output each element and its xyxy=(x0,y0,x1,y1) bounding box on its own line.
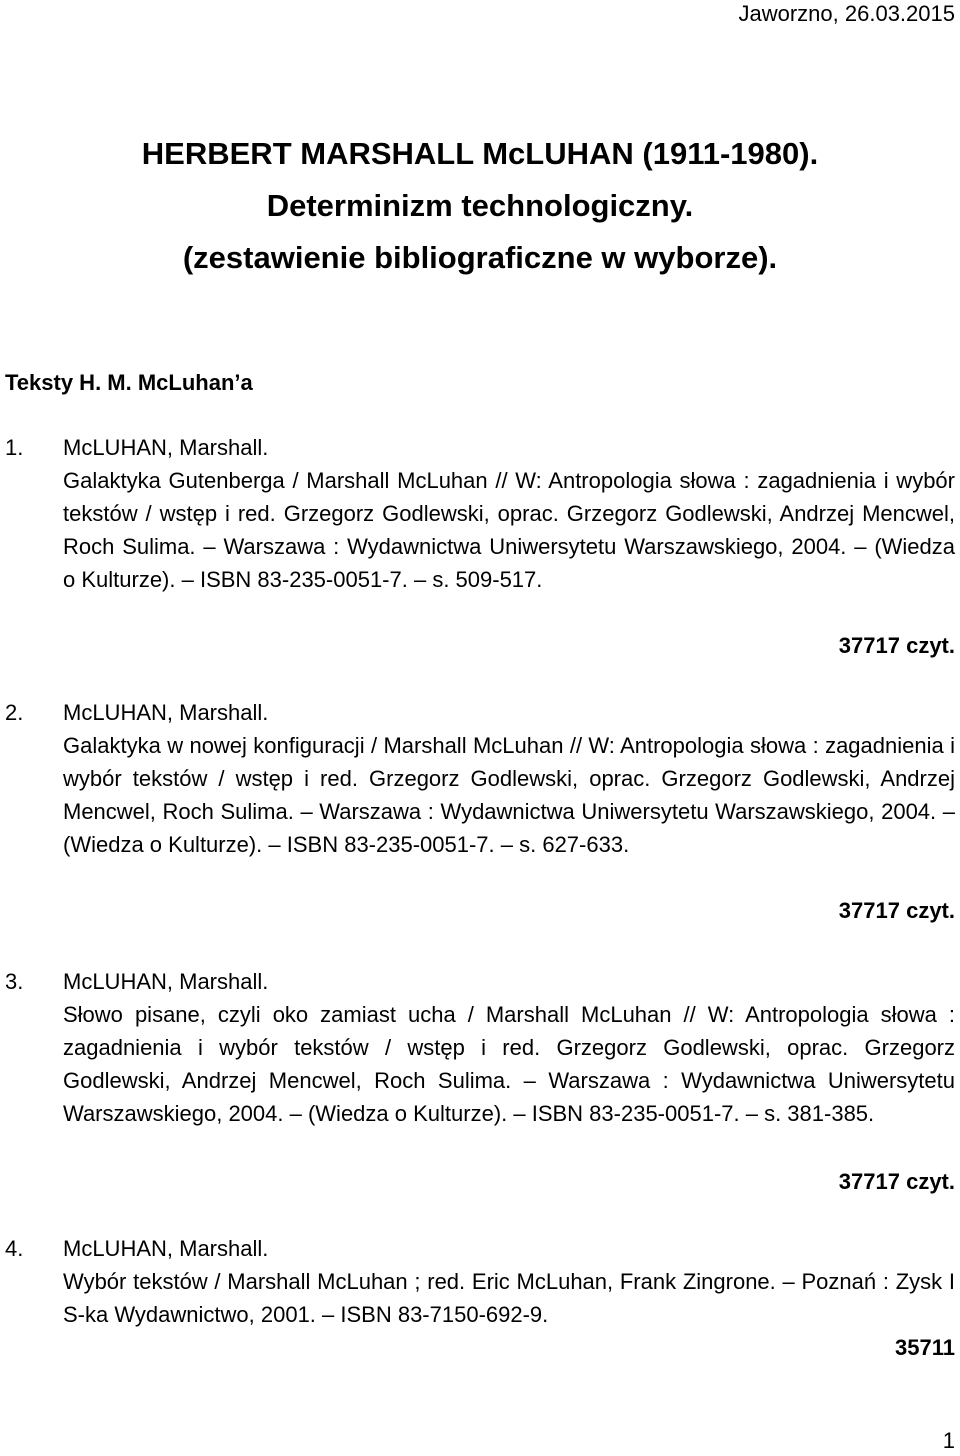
title-line-1: HERBERT MARSHALL McLUHAN (1911-1980). xyxy=(141,136,819,171)
title-line-3: (zestawienie bibliograficzne w wyborze). xyxy=(182,240,778,275)
entry-author: McLUHAN, Marshall. xyxy=(63,435,269,460)
entry-author: McLUHAN, Marshall. xyxy=(63,969,269,994)
entry-description: Galaktyka Gutenberga / Marshall McLuhan // W: Antropologia słowa : zagadnienia i wybór tekstów / wstęp i red. Grzegorz Godlewski, oprac. Grzegorz Godlewski, Andrzej Mencwel, Roch Sulima. – Warszawa : Wydawnictwa Uniwersytetu Warszawskiego, 2004. – (Wiedza o Kulturze). – ISBN 83-235-0051-7. – s. 509-517. xyxy=(63,468,955,592)
entry-number: 2. xyxy=(5,700,24,725)
call-number: 37717 czyt. xyxy=(838,898,955,923)
title-line-2: Determinizm technologiczny. xyxy=(266,188,694,223)
document-title xyxy=(0,128,960,284)
entry-description: Galaktyka w nowej konfiguracji / Marshall McLuhan // W: Antropologia słowa : zagadnienia i wybór tekstów / wstęp i red. Grzegorz Godlewski, oprac. Grzegorz Godlewski, Andrzej Mencwel, Roch Sulima. – Warszawa : Wydawnictwa Uniwersytetu Warszawskiego, 2004. – (Wiedza o Kulturze). – ISBN 83-235-0051-7. – s. 627-633. xyxy=(63,733,955,857)
call-number: 35711 xyxy=(895,1335,955,1360)
entry-number: 4. xyxy=(5,1236,24,1261)
entry-body xyxy=(63,696,955,861)
entry-author: McLUHAN, Marshall. xyxy=(63,700,269,725)
entry-body xyxy=(63,1232,955,1331)
entry-number: 1. xyxy=(5,435,24,460)
entry-description: Słowo pisane, czyli oko zamiast ucha / Marshall McLuhan // W: Antropologia słowa : zagadnienia i wybór tekstów / wstęp i red. Grzegorz Godlewski, oprac. Grzegorz Godlewski, Andrzej Mencwel, Roch Sulima. – Warszawa : Wydawnictwa Uniwersytetu Warszawskiego, 2004. – (Wiedza o Kulturze). – ISBN 83-235-0051-7. – s. 381-385. xyxy=(63,1002,955,1126)
entry-author: McLUHAN, Marshall. xyxy=(63,1236,269,1261)
page-number: 1 xyxy=(942,1428,955,1453)
call-number: 37717 czyt. xyxy=(838,1169,955,1194)
entry-description: Wybór tekstów / Marshall McLuhan ; red. Eric McLuhan, Frank Zingrone. – Poznań : Zysk I S-ka Wydawnictwo, 2001. – ISBN 83-7150-692-9. xyxy=(63,1269,955,1327)
section-heading: Teksty H. M. McLuhan’a xyxy=(5,370,253,395)
entry-body xyxy=(63,431,955,596)
place-and-date: Jaworzno, 26.03.2015 xyxy=(738,1,955,26)
entry-body xyxy=(63,965,955,1130)
entry-number: 3. xyxy=(5,969,24,994)
call-number: 37717 czyt. xyxy=(838,633,955,658)
